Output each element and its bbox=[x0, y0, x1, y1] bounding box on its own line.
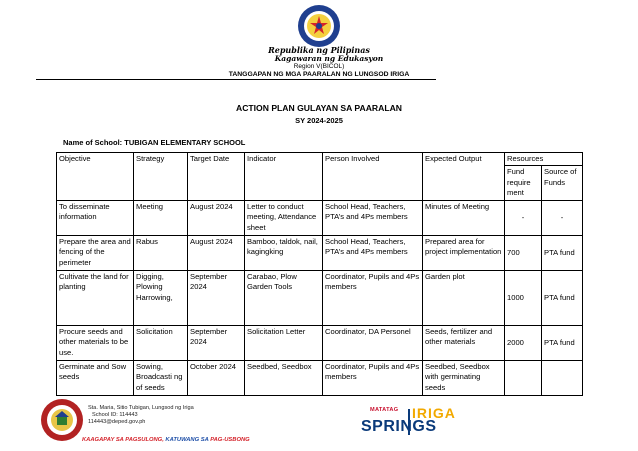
cell-output: Seedbed, Seedbox with germinating seeds bbox=[423, 360, 505, 395]
cell-indicator: Carabao, Plow Garden Tools bbox=[245, 270, 323, 325]
cell-indicator: Bamboo, taldok, nail, kagingking bbox=[245, 235, 323, 270]
department-line: Kagawaran ng Edukasyon bbox=[274, 54, 384, 63]
cell-fund: 1000 bbox=[505, 270, 542, 325]
cell-indicator: Letter to conduct meeting, Attendance sheet bbox=[245, 200, 323, 235]
tagline-part-1: KAAGAPAY SA PAGSULONG, bbox=[82, 437, 166, 443]
header-resources: Resources bbox=[505, 153, 583, 166]
cell-strategy: Meeting bbox=[134, 200, 188, 235]
cell-person: Coordinator, Pupils and 4Ps members bbox=[323, 270, 423, 325]
school-email: 114443@deped.gov.ph bbox=[88, 419, 146, 425]
cell-source: PTA fund bbox=[542, 235, 583, 270]
table-row bbox=[57, 270, 583, 325]
header-expected-output: Expected Output bbox=[423, 153, 505, 201]
header-fund: Fund require ment bbox=[505, 166, 542, 200]
header-target-date: Target Date bbox=[188, 153, 245, 201]
cell-output: Garden plot bbox=[423, 270, 505, 325]
tagline-part-3: PAG-USBONG bbox=[208, 437, 250, 443]
header-person-involved: Person Involved bbox=[323, 153, 423, 201]
document-title: ACTION PLAN GULAYAN SA PAARALAN bbox=[236, 103, 402, 113]
cell-person: School Head, Teachers, PTA’s and 4Ps members bbox=[323, 200, 423, 235]
cell-fund: - bbox=[505, 200, 542, 235]
header-divider bbox=[36, 79, 436, 80]
cell-target-date: September 2024 bbox=[188, 325, 245, 360]
header-source-of-funds: Source of Funds bbox=[542, 166, 583, 200]
cell-person: School Head, Teachers, PTA’s and 4Ps members bbox=[323, 235, 423, 270]
iriga-logo-text: IRIGA bbox=[412, 405, 456, 421]
cell-fund: 700 bbox=[505, 235, 542, 270]
school-year: SY 2024-2025 bbox=[295, 116, 343, 125]
table-row bbox=[57, 235, 583, 270]
cell-objective: Cultivate the land for planting bbox=[57, 270, 134, 325]
cell-indicator: Seedbed, Seedbox bbox=[245, 360, 323, 395]
cell-source: PTA fund bbox=[542, 270, 583, 325]
cell-target-date: August 2024 bbox=[188, 235, 245, 270]
cell-fund: 2000 bbox=[505, 325, 542, 360]
cell-source: PTA fund bbox=[542, 325, 583, 360]
tagline-part-2: KATUWANG SA bbox=[165, 437, 209, 443]
cell-strategy: Sowing, Broadcasti ng of seeds bbox=[134, 360, 188, 395]
cell-objective: Prepare the area and fencing of the perimeter bbox=[57, 235, 134, 270]
school-id: School ID: 114443 bbox=[92, 412, 138, 418]
springs-logo-text: SPRINGS bbox=[361, 418, 437, 435]
school-seal-logo bbox=[40, 398, 84, 442]
matatag-logo-text: MATATAG bbox=[370, 407, 399, 413]
cell-output: Seeds, fertilizer and other materials bbox=[423, 325, 505, 360]
school-address: Sta. Maria, Sitio Tubigan, Lungsod ng Iriga bbox=[88, 405, 194, 411]
header-indicator: Indicator bbox=[245, 153, 323, 201]
table-row bbox=[57, 325, 583, 360]
division-line: TANGGAPAN NG MGA PAARALAN NG LUNGSOD IRIGA bbox=[228, 71, 410, 78]
cell-objective: To disseminate information bbox=[57, 200, 134, 235]
school-name: Name of School: TUBIGAN ELEMENTARY SCHOOL bbox=[63, 138, 246, 147]
cell-target-date: September 2024 bbox=[188, 270, 245, 325]
cell-objective: Procure seeds and other materials to be use. bbox=[57, 325, 134, 360]
cell-strategy: Rabus bbox=[134, 235, 188, 270]
cell-person: Coordinator, Pupils and 4Ps members bbox=[323, 360, 423, 395]
header-strategy: Strategy bbox=[134, 153, 188, 201]
cell-strategy: Digging, Plowing Harrowing, bbox=[134, 270, 188, 325]
cell-objective: Germinate and Sow seeds bbox=[57, 360, 134, 395]
cell-person: Coordinator, DA Personel bbox=[323, 325, 423, 360]
table-row bbox=[57, 200, 583, 235]
republic-line: Republika ng Pilipinas bbox=[268, 45, 370, 55]
cell-output: Prepared area for project implementation bbox=[423, 235, 505, 270]
region-line: Region V(BICOL) bbox=[293, 63, 345, 70]
cell-fund bbox=[505, 360, 542, 395]
action-plan-table bbox=[56, 152, 583, 396]
cell-strategy: Solicitation bbox=[134, 325, 188, 360]
cell-target-date: August 2024 bbox=[188, 200, 245, 235]
header-objective: Objective bbox=[57, 153, 134, 201]
cell-target-date: October 2024 bbox=[188, 360, 245, 395]
cell-source bbox=[542, 360, 583, 395]
table-row bbox=[57, 360, 583, 395]
deped-seal-logo bbox=[297, 4, 341, 48]
cell-indicator: Solicitation Letter bbox=[245, 325, 323, 360]
cell-output: Minutes of Meeting bbox=[423, 200, 505, 235]
school-tagline bbox=[82, 437, 250, 443]
table-header-row bbox=[57, 153, 583, 166]
cell-source: - bbox=[542, 200, 583, 235]
